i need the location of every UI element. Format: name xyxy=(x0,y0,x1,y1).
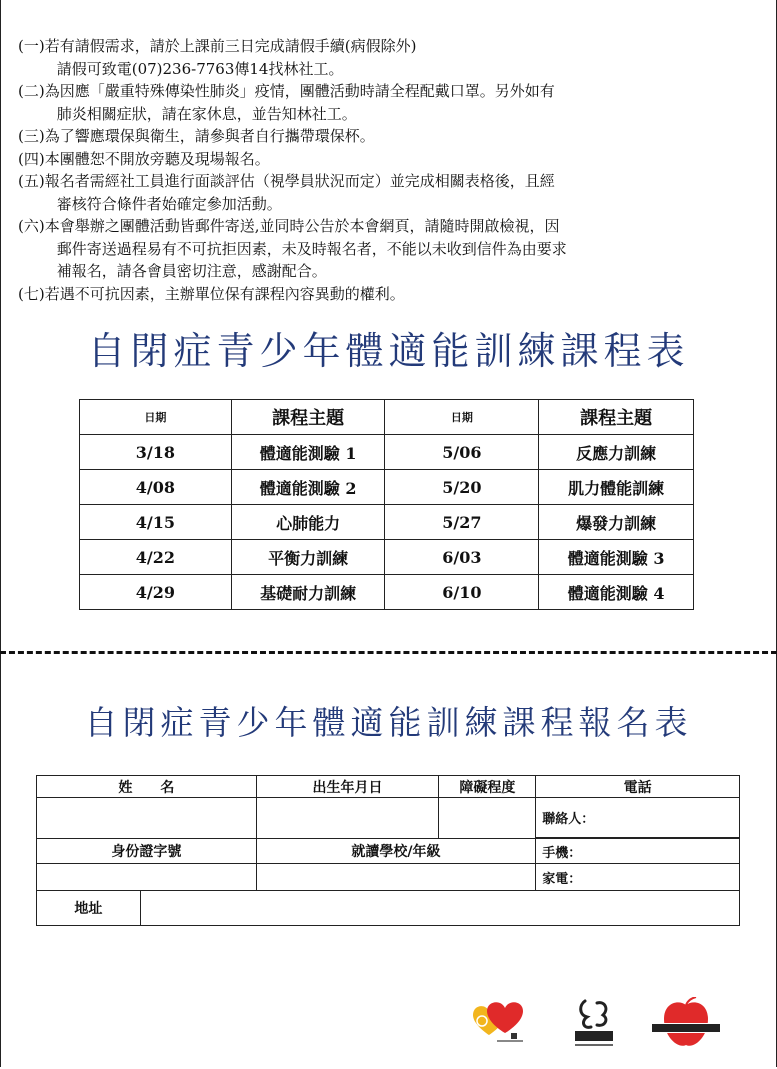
apple-daily-charity-logo xyxy=(648,997,724,1051)
date-cell: 5/06 xyxy=(385,435,539,470)
topic-cell: 反應力訓練 xyxy=(539,435,694,470)
note-number: (五) xyxy=(18,172,45,190)
date-cell: 5/20 xyxy=(385,470,539,505)
column-header-date: 日期 xyxy=(80,400,232,435)
name-label: 姓 名 xyxy=(37,776,257,798)
table-row xyxy=(80,470,694,505)
table-row xyxy=(80,505,694,540)
date-cell: 6/10 xyxy=(385,575,539,610)
note-line: 肺炎相關症狀，請在家休息，並告知林社工。 xyxy=(56,104,357,123)
note-number: (四) xyxy=(18,149,45,168)
contact-person-label: 聯絡人： xyxy=(542,811,595,827)
disability-level-field[interactable] xyxy=(439,798,536,839)
note-line: 審核符合條件者始確定參加活動。 xyxy=(56,194,282,213)
note-line: 為因應「嚴重特殊傳染性肺炎」疫情，團體活動時請全程配戴口罩。另外如有 xyxy=(44,82,555,100)
date-cell: 4/22 xyxy=(80,540,232,575)
birth-date-label: 出生年月日 xyxy=(256,776,439,798)
address-label: 地址 xyxy=(37,891,141,926)
youth-rights-alliance-logo xyxy=(571,997,617,1049)
name-field[interactable] xyxy=(37,798,257,839)
note-line: 本團體恕不開放旁聽及現場報名。 xyxy=(44,149,270,168)
table-row xyxy=(80,435,694,470)
mobile-field[interactable] xyxy=(536,839,740,864)
id-number-label: 身份證字號 xyxy=(37,839,257,864)
registration-title: 自閉症青少年體適能訓練課程報名表 xyxy=(84,703,693,742)
note-line: 郵件寄送過程易有不可抗拒因素，未及時報名者，不能以未收到信件為由要求 xyxy=(56,239,567,258)
note-7 xyxy=(18,283,758,306)
date-cell: 4/08 xyxy=(80,470,232,505)
date-cell: 5/27 xyxy=(385,505,539,540)
contact-person-field[interactable] xyxy=(536,798,740,838)
note-line: 若遇不可抗因素，主辦單位保有課程內容異動的權利。 xyxy=(44,284,405,303)
birth-date-field[interactable] xyxy=(256,798,439,839)
home-phone-label: 家電： xyxy=(542,871,582,887)
topic-cell: 體適能測驗 4 xyxy=(539,575,694,610)
note-2 xyxy=(18,80,758,125)
school-grade-label: 就讀學校/年級 xyxy=(256,839,536,864)
table-header-row xyxy=(80,400,694,435)
note-number: (二) xyxy=(18,82,45,100)
note-number: (三) xyxy=(18,127,45,145)
date-cell: 6/03 xyxy=(385,540,539,575)
topic-cell: 爆發力訓練 xyxy=(539,505,694,540)
schedule-title: 自閉症青少年體適能訓練課程表 xyxy=(87,329,690,373)
note-line: 若有請假需求，請於上課前三日完成請假手續(病假除外) xyxy=(44,37,417,55)
topic-cell: 平衡力訓練 xyxy=(231,540,385,575)
note-4 xyxy=(18,148,758,171)
address-field[interactable] xyxy=(140,891,739,926)
notes-section xyxy=(18,35,758,305)
topic-cell: 基礎耐力訓練 xyxy=(231,575,385,610)
column-header-date: 日期 xyxy=(385,400,539,435)
phone-label: 電話 xyxy=(536,776,740,798)
table-row xyxy=(80,540,694,575)
note-line: 請假可致電(07)236-7763傳14找林社工。 xyxy=(56,59,344,78)
school-grade-field[interactable] xyxy=(256,864,536,891)
note-3 xyxy=(18,125,758,148)
note-number: (六) xyxy=(18,217,45,235)
note-line: 報名者需經社工員進行面談評估（視學員狀況而定）並完成相關表格後，且經 xyxy=(44,172,555,190)
topic-cell: 體適能測驗 2 xyxy=(231,470,385,505)
mobile-label: 手機： xyxy=(542,845,582,861)
note-5 xyxy=(18,170,758,215)
note-6 xyxy=(18,215,758,283)
date-cell: 3/18 xyxy=(80,435,232,470)
column-header-topic: 課程主題 xyxy=(231,400,385,435)
date-cell: 4/29 xyxy=(80,575,232,610)
table-row xyxy=(80,575,694,610)
schedule-table xyxy=(79,399,694,610)
cut-line-divider xyxy=(0,651,777,654)
note-1 xyxy=(18,35,758,80)
id-number-field[interactable] xyxy=(37,864,257,891)
note-number: (一) xyxy=(18,37,45,55)
note-line: 本會舉辦之團體活動皆郵件寄送,並同時公告於本會網頁，請隨時開啟檢視，因 xyxy=(44,217,560,235)
charity-heart-logo xyxy=(465,997,527,1045)
topic-cell: 體適能測驗 3 xyxy=(539,540,694,575)
note-line: 補報名，請各會員密切注意，感謝配合。 xyxy=(56,262,327,280)
note-number: (七) xyxy=(18,284,45,303)
registration-form xyxy=(36,775,740,926)
topic-cell: 肌力體能訓練 xyxy=(539,470,694,505)
topic-cell: 心肺能力 xyxy=(231,505,385,540)
column-header-topic: 課程主題 xyxy=(539,400,694,435)
date-cell: 4/15 xyxy=(80,505,232,540)
note-line: 為了響應環保與衛生，請參與者自行攜帶環保杯。 xyxy=(44,127,375,145)
disability-level-label: 障礙程度 xyxy=(439,776,536,798)
topic-cell: 體適能測驗 1 xyxy=(231,435,385,470)
home-phone-field[interactable] xyxy=(536,864,740,891)
